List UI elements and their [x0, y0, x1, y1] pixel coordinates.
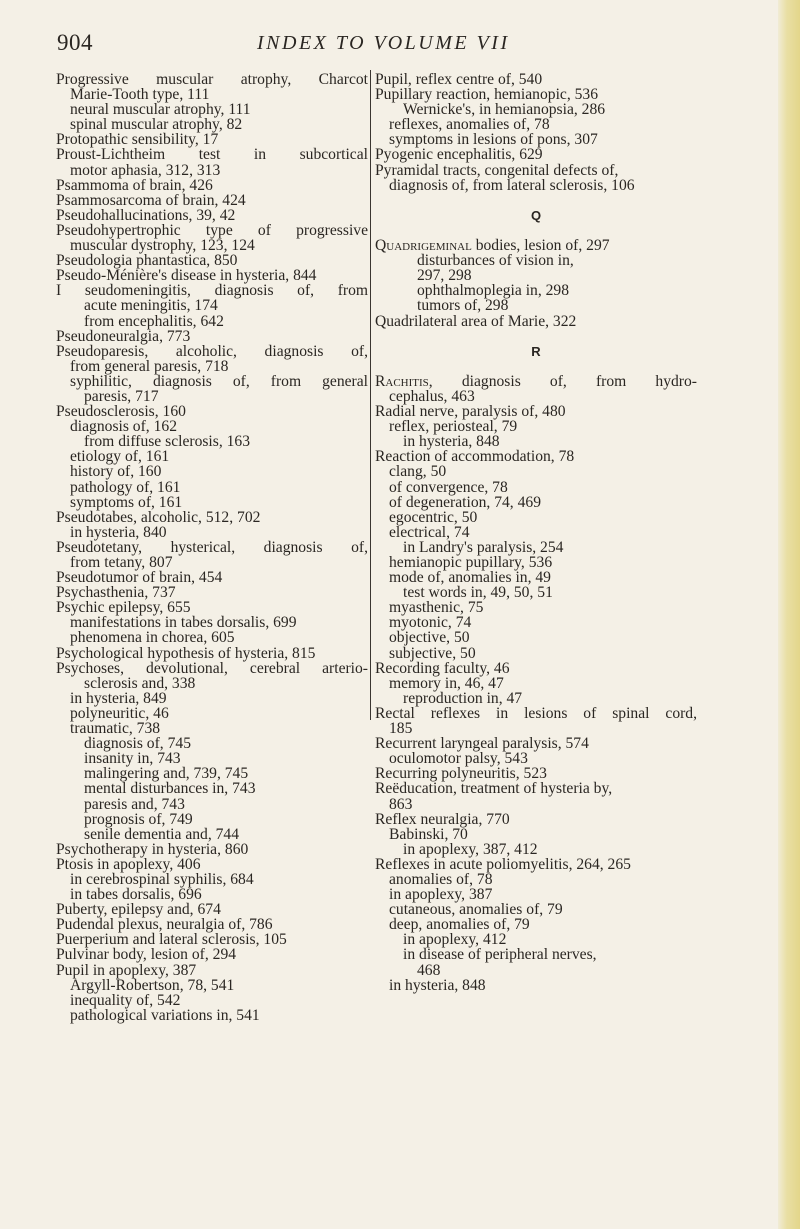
index-subentry: of convergence, 78 [389, 478, 508, 496]
index-subentry: oculomotor palsy, 543 [389, 750, 528, 768]
index-entry: Pseudoparesis, alcoholic, diagnosis of, [56, 342, 368, 360]
index-subentry: paresis and, 743 [84, 795, 185, 813]
index-entry: Pseudosclerosis, 160 [56, 403, 186, 421]
index-subentry: 468 [417, 961, 441, 979]
index-subentry: prognosis of, 749 [84, 810, 193, 828]
index-entry: Reflexes in acute poliomyelitis, 264, 265 [375, 855, 631, 873]
index-entry: Rectal reflexes in lesions of spinal cord, [375, 704, 697, 722]
index-subentry: cutaneous, anomalies of, 79 [389, 901, 563, 919]
index-subentry: diagnosis of, 162 [70, 418, 177, 436]
index-subentry: 297, 298 [417, 267, 472, 285]
index-subentry: in hysteria, 840 [70, 523, 167, 541]
entry-lead-word: Rachitis [375, 372, 429, 390]
index-entry: Psychasthenia, 737 [56, 584, 176, 602]
index-subentry: 185 [389, 720, 413, 738]
index-subentry: reproduction in, 47 [403, 689, 523, 707]
index-subentry: in tabes dorsalis, 696 [70, 886, 202, 904]
index-entry: Protopathic sensibility, 17 [56, 131, 219, 149]
index-subentry: diagnosis of, 745 [84, 735, 191, 753]
index-subentry: acute meningitis, 174 [84, 297, 218, 315]
index-entry: Pyogenic encephalitis, 629 [375, 146, 543, 164]
index-subentry: etiology of, 161 [70, 448, 170, 466]
index-entry: Pseudo-Ménière's disease in hysteria, 844 [56, 267, 317, 285]
index-subentry: reflex, periosteal, 79 [389, 418, 518, 436]
index-entry: Proust-Lichtheim test in subcortical [56, 146, 368, 164]
index-subentry: clang, 50 [389, 463, 447, 481]
index-column-left [56, 72, 368, 1023]
index-subentry: in apoplexy, 387, 412 [403, 840, 538, 858]
index-subentry: paresis, 717 [84, 387, 159, 405]
index-entry: Psammosarcoma of brain, 424 [56, 191, 246, 209]
index-subentry: hemianopic pupillary, 536 [389, 554, 553, 571]
spacer [375, 223, 697, 238]
index-entry: Puberty, epilepsy and, 674 [56, 901, 221, 919]
index-subentry: insanity in, 743 [84, 750, 181, 768]
index-subentry: 863 [389, 795, 413, 813]
index-subentry: mode of, anomalies in, 49 [389, 569, 551, 587]
index-subentry: tumors of, 298 [417, 297, 509, 315]
index-subentry: anomalies of, 78 [389, 870, 493, 888]
index-entry: Pseudologia phantastica, 850 [56, 252, 238, 270]
index-subentry: inequality of, 542 [70, 991, 181, 1009]
index-entry: Pupillary reaction, hemianopic, 536 [375, 86, 599, 104]
index-subentry: manifestations in tabes dorsalis, 699 [70, 614, 297, 632]
entry-lead-word: Quadrigeminal [375, 237, 472, 255]
index-entry: Pupil in apoplexy, 387 [56, 961, 197, 979]
index-subentry: in hysteria, 848 [389, 976, 486, 994]
index-subentry: history of, 160 [70, 463, 162, 481]
index-subentry: polyneuritic, 46 [70, 704, 169, 722]
index-subentry: deep, anomalies of, 79 [389, 916, 530, 934]
index-subentry: in disease of peripheral nerves, [403, 946, 597, 964]
index-entry: Psammoma of brain, 426 [56, 176, 213, 194]
index-subentry: mental disturbances in, 743 [84, 780, 256, 798]
index-subentry: from general paresis, 718 [70, 357, 229, 375]
index-subentry: traumatic, 738 [70, 720, 161, 738]
index-entry: Ptosis in apoplexy, 406 [56, 855, 201, 873]
index-subentry: ophthalmoplegia in, 298 [417, 282, 570, 300]
index-entry: Psychological hypothesis of hysteria, 815 [56, 644, 316, 662]
index-entry: Quadrigeminal bodies, lesion of, 297 [375, 237, 610, 255]
index-subentry: motor aphasia, 312, 313 [70, 161, 221, 179]
page-number: 904 [57, 30, 93, 55]
index-subentry: cephalus, 463 [389, 387, 475, 405]
index-subentry: symptoms of, 161 [70, 493, 183, 511]
index-subentry: myasthenic, 75 [389, 599, 484, 617]
index-subentry: spinal muscular atrophy, 82 [70, 116, 243, 134]
index-entry: Psychic epilepsy, 655 [56, 599, 191, 617]
index-subentry: in Landry's paralysis, 254 [403, 538, 564, 556]
index-entry: Recurring polyneuritis, 523 [375, 765, 547, 783]
index-subentry: of degeneration, 74, 469 [389, 493, 541, 511]
index-subentry: in apoplexy, 412 [403, 931, 507, 949]
index-subentry: symptoms in lesions of pons, 307 [389, 131, 598, 149]
index-subentry: disturbances of vision in, [417, 252, 574, 270]
index-entry: Pseudoneuralgia, 773 [56, 327, 191, 345]
page-header [0, 30, 800, 60]
index-subentry: in apoplexy, 387 [389, 886, 493, 904]
index-entry: Reaction of accommodation, 78 [375, 448, 575, 466]
index-entry: Psychoses, devolutional, cerebral arterio- [56, 659, 368, 677]
index-subentry: Argyll-Robertson, 78, 541 [70, 976, 235, 994]
index-entry: Pseudotetany, hysterical, diagnosis of, [56, 538, 368, 556]
index-subentry: from tetany, 807 [70, 554, 173, 571]
index-entry: Radial nerve, paralysis of, 480 [375, 403, 566, 421]
index-subentry: test words in, 49, 50, 51 [403, 584, 553, 602]
index-entry: Pseudohypertrophic type of progressive [56, 221, 368, 239]
index-entry: Progressive muscular atrophy, Charcot [56, 71, 368, 88]
index-subentry: neural muscular atrophy, 111 [70, 101, 251, 119]
page-edge [778, 0, 800, 1229]
index-subentry: subjective, 50 [389, 644, 476, 662]
index-subentry: electrical, 74 [389, 523, 470, 541]
index-entry: Rachitis, diagnosis of, from hydro- [375, 372, 697, 390]
index-subentry: Marie-Tooth type, 111 [70, 86, 210, 104]
spacer [375, 329, 697, 344]
index-subentry: muscular dystrophy, 123, 124 [70, 237, 255, 255]
index-column-right [375, 72, 697, 993]
index-subentry: myotonic, 74 [389, 614, 472, 632]
spacer [375, 193, 697, 208]
index-entry: Quadrilateral area of Marie, 322 [375, 312, 577, 330]
index-entry: Pseudohallucinations, 39, 42 [56, 206, 236, 224]
index-entry: Pudendal plexus, neuralgia of, 786 [56, 916, 273, 934]
index-subentry: sclerosis and, 338 [84, 674, 196, 692]
index-subentry: syphilitic, diagnosis of, from general [70, 372, 368, 390]
index-entry: Psychotherapy in hysteria, 860 [56, 840, 249, 858]
index-subentry: egocentric, 50 [389, 508, 478, 526]
index-subentry: pathological variations in, 541 [70, 1006, 260, 1024]
index-subentry: malingering and, 739, 745 [84, 765, 249, 783]
column-divider [370, 70, 371, 720]
index-subentry: pathology of, 161 [70, 478, 181, 496]
index-entry: Reëducation, treatment of hysteria by, [375, 780, 613, 798]
index-subentry: from diffuse sclerosis, 163 [84, 433, 251, 451]
index-subentry: objective, 50 [389, 629, 470, 647]
index-subentry: senile dementia and, 744 [84, 825, 240, 843]
index-entry: Puerperium and lateral sclerosis, 105 [56, 931, 287, 949]
index-subentry: in cerebrospinal syphilis, 684 [70, 870, 254, 888]
section-letter: Q [530, 207, 542, 223]
index-subentry: memory in, 46, 47 [389, 674, 504, 692]
index-entry: I seudomeningitis, diagnosis of, from [56, 282, 368, 300]
index-entry: Pulvinar body, lesion of, 294 [56, 946, 237, 964]
index-entry: Pseudotumor of brain, 454 [56, 569, 223, 587]
running-title: INDEX TO VOLUME VII [257, 32, 510, 54]
index-entry: Pseudotabes, alcoholic, 512, 702 [56, 508, 261, 526]
index-entry: Pupil, reflex centre of, 540 [375, 71, 543, 88]
section-letter: R [531, 343, 541, 359]
index-entry: Recurrent laryngeal paralysis, 574 [375, 735, 589, 753]
index-subentry: reflexes, anomalies of, 78 [389, 116, 550, 134]
index-subentry: in hysteria, 849 [70, 689, 167, 707]
index-subentry: from encephalitis, 642 [84, 312, 224, 330]
index-subentry: in hysteria, 848 [403, 433, 500, 451]
spacer [375, 359, 697, 374]
index-entry: Reflex neuralgia, 770 [375, 810, 510, 828]
index-subentry: Wernicke's, in hemianopsia, 286 [403, 101, 606, 119]
index-subentry: phenomena in chorea, 605 [70, 629, 235, 647]
index-entry: Recording faculty, 46 [375, 659, 510, 677]
index-subentry: diagnosis of, from lateral sclerosis, 106 [389, 176, 635, 194]
index-subentry: Babinski, 70 [389, 825, 468, 843]
index-entry: Pyramidal tracts, congenital defects of, [375, 161, 619, 179]
